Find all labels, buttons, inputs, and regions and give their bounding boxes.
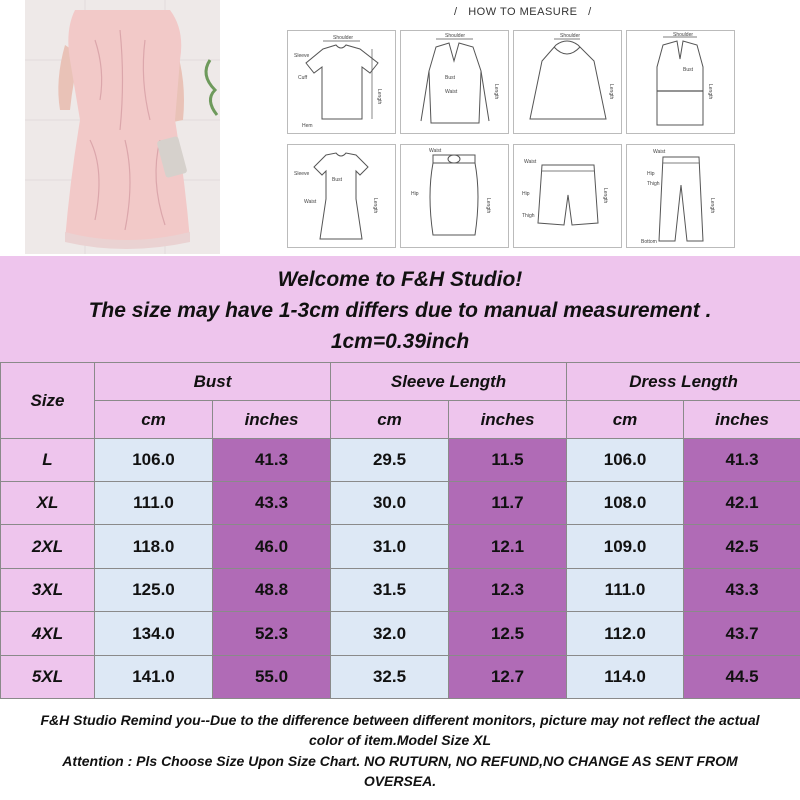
size-cell: 5XL bbox=[1, 656, 95, 699]
unit-header: cm bbox=[331, 401, 449, 439]
diagram-label: Bust bbox=[683, 67, 694, 73]
table-row bbox=[1, 439, 800, 482]
value-cell: 111.0 bbox=[95, 482, 213, 525]
value-cell: 114.0 bbox=[567, 656, 684, 699]
welcome-line: Welcome to F&H Studio! bbox=[277, 268, 523, 291]
value-cell: 55.0 bbox=[213, 656, 331, 699]
value-cell: 44.5 bbox=[684, 656, 800, 699]
dress-length-header: Dress Length bbox=[567, 363, 800, 401]
how-to-measure-title: / HOW TO MEASURE / bbox=[454, 6, 592, 18]
diagram-label: Length bbox=[602, 188, 608, 204]
value-cell: 48.8 bbox=[213, 569, 331, 612]
table-row bbox=[1, 612, 800, 656]
diagram-label: Bust bbox=[445, 75, 456, 81]
unit-header: inches bbox=[213, 401, 331, 439]
value-cell: 32.0 bbox=[331, 612, 449, 656]
diagram-label: Waist bbox=[524, 159, 537, 165]
sleeve-length-header: Sleeve Length bbox=[331, 363, 567, 401]
diagram-label: Bottom bbox=[641, 239, 657, 245]
value-cell: 106.0 bbox=[95, 439, 213, 482]
table-unit-header-row bbox=[1, 401, 800, 439]
unit-header: cm bbox=[95, 401, 213, 439]
attention-note: Attention : Pls Choose Size Upon Size Chart. NO RUTURN, NO REFUND,NO CHANGE AS SENT FROM bbox=[62, 753, 738, 769]
value-cell: 31.5 bbox=[331, 569, 449, 612]
diagram-label: Hip bbox=[522, 191, 530, 197]
value-cell: 43.3 bbox=[213, 482, 331, 525]
unit-header: inches bbox=[449, 401, 567, 439]
attention-note-cont: OVERSEA. bbox=[363, 773, 437, 789]
table-row bbox=[1, 569, 800, 612]
diagram-pants bbox=[626, 144, 735, 248]
value-cell: 12.3 bbox=[449, 569, 567, 612]
bust-header: Bust bbox=[95, 363, 331, 401]
diagram-label: Hip bbox=[411, 191, 419, 197]
size-header: Size bbox=[1, 363, 95, 439]
value-cell: 12.1 bbox=[449, 525, 567, 569]
size-cell: XL bbox=[1, 482, 95, 525]
value-cell: 106.0 bbox=[567, 439, 684, 482]
unit-header: inches bbox=[684, 401, 800, 439]
unit-header: cm bbox=[567, 401, 684, 439]
diagram-label: Shoulder bbox=[333, 35, 354, 41]
value-cell: 109.0 bbox=[567, 525, 684, 569]
measurement-diagrams bbox=[287, 30, 735, 252]
diagram-label: Length bbox=[372, 198, 378, 214]
value-cell: 42.1 bbox=[684, 482, 800, 525]
table-group-header-row bbox=[1, 363, 800, 401]
value-cell: 12.5 bbox=[449, 612, 567, 656]
diagram-dress bbox=[287, 144, 396, 248]
value-cell: 11.5 bbox=[449, 439, 567, 482]
value-cell: 11.7 bbox=[449, 482, 567, 525]
size-cell: 2XL bbox=[1, 525, 95, 569]
value-cell: 108.0 bbox=[567, 482, 684, 525]
diagram-label: Cuff bbox=[298, 75, 308, 81]
value-cell: 30.0 bbox=[331, 482, 449, 525]
diagram-label: Waist bbox=[304, 199, 317, 205]
size-cell: L bbox=[1, 439, 95, 482]
footer-notes bbox=[0, 700, 800, 800]
model-photo bbox=[25, 0, 220, 254]
diagram-coat bbox=[626, 30, 735, 134]
top-section bbox=[0, 0, 800, 256]
value-cell: 42.5 bbox=[684, 525, 800, 569]
value-cell: 43.7 bbox=[684, 612, 800, 656]
diagram-label: Bust bbox=[332, 177, 343, 183]
diagram-label: Waist bbox=[429, 148, 442, 154]
diagram-cape bbox=[513, 30, 622, 134]
diagram-blazer bbox=[400, 30, 509, 134]
value-cell: 32.5 bbox=[331, 656, 449, 699]
diagram-label: Thigh bbox=[522, 213, 535, 219]
table-row bbox=[1, 482, 800, 525]
table-row bbox=[1, 656, 800, 699]
value-cell: 52.3 bbox=[213, 612, 331, 656]
value-cell: 41.3 bbox=[213, 439, 331, 482]
table-row bbox=[1, 525, 800, 569]
how-to-measure-text: HOW TO MEASURE bbox=[468, 6, 578, 18]
diagram-label: Waist bbox=[653, 149, 666, 155]
diagram-skirt bbox=[400, 144, 509, 248]
model-size-note: color of item.Model Size XL bbox=[308, 732, 492, 748]
value-cell: 41.3 bbox=[684, 439, 800, 482]
diagram-label: Thigh bbox=[647, 181, 660, 187]
value-cell: 111.0 bbox=[567, 569, 684, 612]
value-cell: 112.0 bbox=[567, 612, 684, 656]
diagram-label: Length bbox=[485, 198, 491, 214]
diagram-label: Sleeve bbox=[294, 53, 310, 59]
diagram-label: Length bbox=[493, 84, 499, 100]
diagram-label: Hip bbox=[647, 171, 655, 177]
diagram-label: Shoulder bbox=[445, 33, 466, 39]
diagram-label: Length bbox=[608, 84, 614, 100]
value-cell: 118.0 bbox=[95, 525, 213, 569]
diagram-label: Length bbox=[376, 89, 382, 105]
size-cell: 3XL bbox=[1, 569, 95, 612]
diagram-label: Shoulder bbox=[673, 32, 694, 38]
size-cell: 4XL bbox=[1, 612, 95, 656]
heading-banner bbox=[0, 256, 800, 362]
monitor-disclaimer: F&H Studio Remind you--Due to the difference between different monitors, picture may not reflect the actual bbox=[40, 712, 760, 728]
diagram-tshirt bbox=[287, 30, 396, 134]
value-cell: 134.0 bbox=[95, 612, 213, 656]
size-table bbox=[0, 362, 800, 699]
value-cell: 141.0 bbox=[95, 656, 213, 699]
value-cell: 29.5 bbox=[331, 439, 449, 482]
value-cell: 125.0 bbox=[95, 569, 213, 612]
diagram-label: Length bbox=[707, 84, 713, 100]
value-cell: 31.0 bbox=[331, 525, 449, 569]
measurement-note: The size may have 1-3cm differs due to manual measurement . bbox=[88, 299, 712, 322]
diagram-shorts bbox=[513, 144, 622, 248]
diagram-label: Shoulder bbox=[560, 33, 581, 39]
value-cell: 12.7 bbox=[449, 656, 567, 699]
value-cell: 46.0 bbox=[213, 525, 331, 569]
diagram-label: Sleeve bbox=[294, 171, 310, 177]
conversion-note: 1cm=0.39inch bbox=[330, 330, 470, 353]
diagram-label: Waist bbox=[445, 89, 458, 95]
diagram-label: Length bbox=[709, 198, 715, 214]
value-cell: 43.3 bbox=[684, 569, 800, 612]
diagram-label: Hem bbox=[302, 123, 313, 129]
